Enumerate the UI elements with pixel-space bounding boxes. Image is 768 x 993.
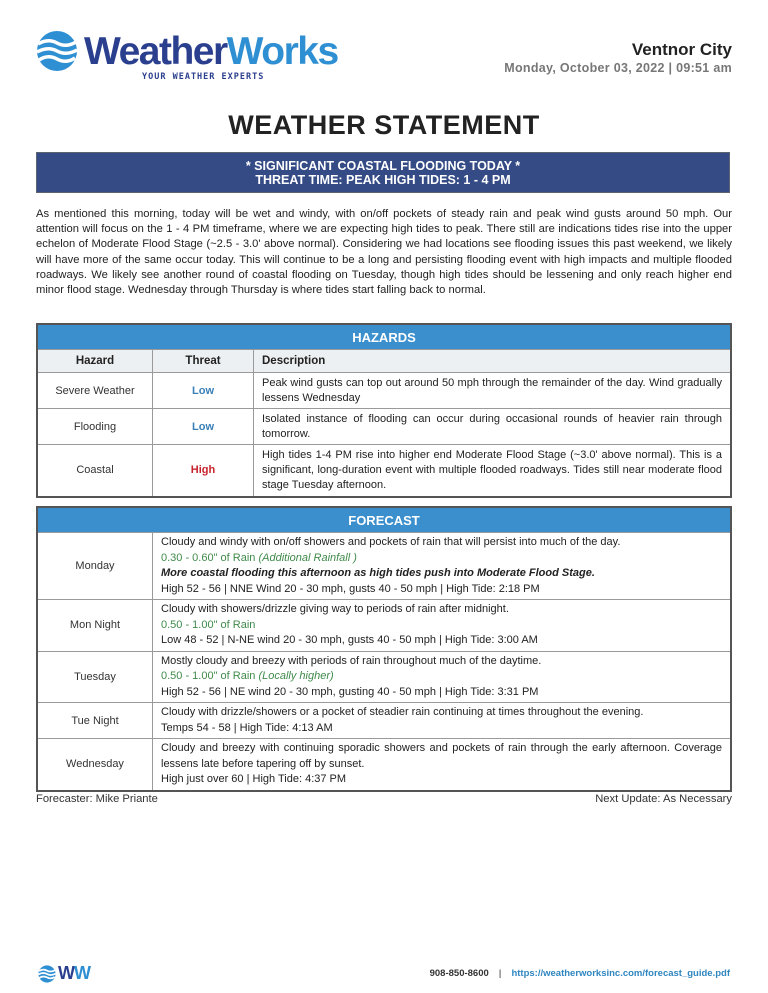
forecast-period: Tue Night	[37, 703, 153, 739]
forecast-row	[37, 651, 731, 703]
forecast-row	[37, 600, 731, 652]
rain-note: (Locally higher)	[258, 670, 334, 682]
footer-logo-w1: W	[58, 963, 74, 983]
location-name: Ventnor City	[631, 40, 732, 59]
forecast-details	[153, 533, 732, 600]
forecast-temps-wind-tide: Low 48 - 52 | N-NE wind 20 - 30 mph, gusts 40 - 50 mph | High Tide: 3:00 AM	[161, 634, 538, 646]
rain-amount	[161, 551, 722, 567]
brand-part-works: Works	[226, 30, 338, 73]
forecast-details	[153, 651, 732, 703]
forecast-details	[153, 739, 732, 791]
forecast-period: Tuesday	[37, 651, 153, 703]
rain-range: 0.50 - 1.00" of Rain	[161, 670, 259, 682]
hazard-row	[37, 445, 731, 497]
alert-threat-time: THREAT TIME: PEAK HIGH TIDES: 1 - 4 PM	[255, 173, 511, 187]
hazard-description: High tides 1-4 PM rise into higher end Moderate Flood Stage (~3.0' above normal). This is a significant, long-duration event with multiple flooded roadways. Tides still near moderate flood stage Tuesday afternoon.	[254, 445, 732, 497]
weatherworks-logo	[36, 30, 338, 82]
issued-datetime: Monday, October 03, 2022 | 09:51 am	[504, 61, 732, 75]
rain-amount	[161, 669, 722, 685]
page-title: WEATHER STATEMENT	[228, 110, 540, 140]
hazard-name: Coastal	[37, 445, 153, 497]
forecast-temps-wind-tide: High just over 60 | High Tide: 4:37 PM	[161, 773, 347, 785]
footer-logo-text	[58, 963, 90, 984]
brand-tagline: YOUR WEATHER EXPERTS	[142, 72, 265, 82]
threat-level: Low	[153, 373, 254, 409]
next-update: Next Update: As Necessary	[595, 793, 732, 805]
forecast-row	[37, 533, 731, 600]
hazard-name: Severe Weather	[37, 373, 153, 409]
hazard-description: Isolated instance of flooding can occur during occasional rounds of heavier rain through tomorrow.	[254, 409, 732, 445]
forecast-summary: Cloudy with showers/drizzle giving way to periods of rain after midnight.	[161, 603, 509, 615]
forecast-emphasis: More coastal flooding this afternoon as high tides push into Moderate Flood Stage.	[161, 567, 595, 579]
statement-paragraph: As mentioned this morning, today will be wet and windy, with on/off pockets of steady rain and peak wind gusts around 50 mph. Our attention will focus on the 1 - 4 PM timeframe, where we are expecting high tides to peak. There still are indications tides rise into the upper echelon of Moderate Flood Stage (~2.5 - 3.0' above normal). Considering we had locations see flooding issues this past weekend, we likely will have more of the same occur today. This will continue to be a long and persisting flooding event with high impacts and multiple flooded roadways. We likely see another round of coastal flooding on Tuesday, though high tides should be lessening and only reach higher end minor flood stage. Wednesday through Thursday is where tides start falling back to normal.	[36, 208, 732, 297]
forecast-row	[37, 703, 731, 739]
column-header-description: Description	[254, 350, 732, 373]
forecast-period: Monday	[37, 533, 153, 600]
forecast-table	[36, 506, 732, 792]
brand-part-weather: Weather	[84, 30, 227, 73]
forecast-summary: Cloudy with drizzle/showers or a pocket of steadier rain continuing at times throughout the evening.	[161, 706, 644, 718]
alert-banner	[36, 152, 730, 193]
forecast-row	[37, 739, 731, 791]
hazard-row	[37, 373, 731, 409]
brand-wordmark	[84, 30, 338, 74]
forecast-period: Wednesday	[37, 739, 153, 791]
threat-level: High	[153, 445, 254, 497]
forecast-period: Mon Night	[37, 600, 153, 652]
forecast-details	[153, 600, 732, 652]
forecast-temps-wind-tide: High 52 - 56 | NE wind 20 - 30 mph, gusting 40 - 50 mph | High Tide: 3:31 PM	[161, 685, 539, 698]
forecast-details	[153, 703, 732, 739]
forecaster-name: Forecaster: Mike Priante	[36, 793, 158, 805]
footer-separator: |	[498, 968, 502, 979]
forecast-summary: Cloudy and breezy with continuing sporadic showers and pockets of rain through the early afternoon. Coverage lessens late before tapering off by sunset.	[161, 742, 722, 770]
globe-wave-icon	[36, 30, 78, 72]
footer-phone[interactable]: 908-850-8600	[429, 968, 489, 979]
column-header-hazard: Hazard	[37, 350, 153, 373]
forecast-temps-wind-tide: High 52 - 56 | NNE Wind 20 - 30 mph, gusts 40 - 50 mph | High Tide: 2:18 PM	[161, 582, 540, 595]
rain-amount	[161, 618, 722, 634]
footer-contact	[430, 968, 730, 979]
alert-headline: * SIGNIFICANT COASTAL FLOODING TODAY *	[245, 159, 521, 173]
threat-level: Low	[153, 409, 254, 445]
rain-range: 0.50 - 1.00" of Rain	[161, 618, 256, 631]
footer-guide-link[interactable]: https://weatherworksinc.com/forecast_guide.pdf	[511, 968, 730, 979]
hazards-section-header: HAZARDS	[37, 324, 731, 350]
forecast-temps-wind-tide: Temps 54 - 58 | High Tide: 4:13 AM	[161, 721, 333, 734]
rain-range: 0.30 - 0.60" of Rain	[161, 551, 259, 564]
hazards-table	[36, 323, 732, 498]
rain-note: (Additional Rainfall )	[258, 551, 357, 564]
location-block	[504, 40, 732, 76]
hazard-row	[37, 409, 731, 445]
hazard-name: Flooding	[37, 409, 153, 445]
forecast-summary: Mostly cloudy and breezy with periods of rain throughout much of the daytime.	[161, 654, 542, 667]
hazard-description: Peak wind gusts can top out around 50 mph through the remainder of the day. Wind gradually lessens Wednesday	[254, 373, 732, 409]
globe-wave-icon	[38, 965, 56, 983]
forecast-summary: Cloudy and windy with on/off showers and pockets of rain that will persist into much of the day.	[161, 536, 621, 548]
column-header-threat: Threat	[153, 350, 254, 373]
forecast-section-header: FORECAST	[37, 507, 731, 533]
hazards-column-headers	[37, 350, 731, 373]
footer-logo-w2: W	[74, 963, 90, 983]
